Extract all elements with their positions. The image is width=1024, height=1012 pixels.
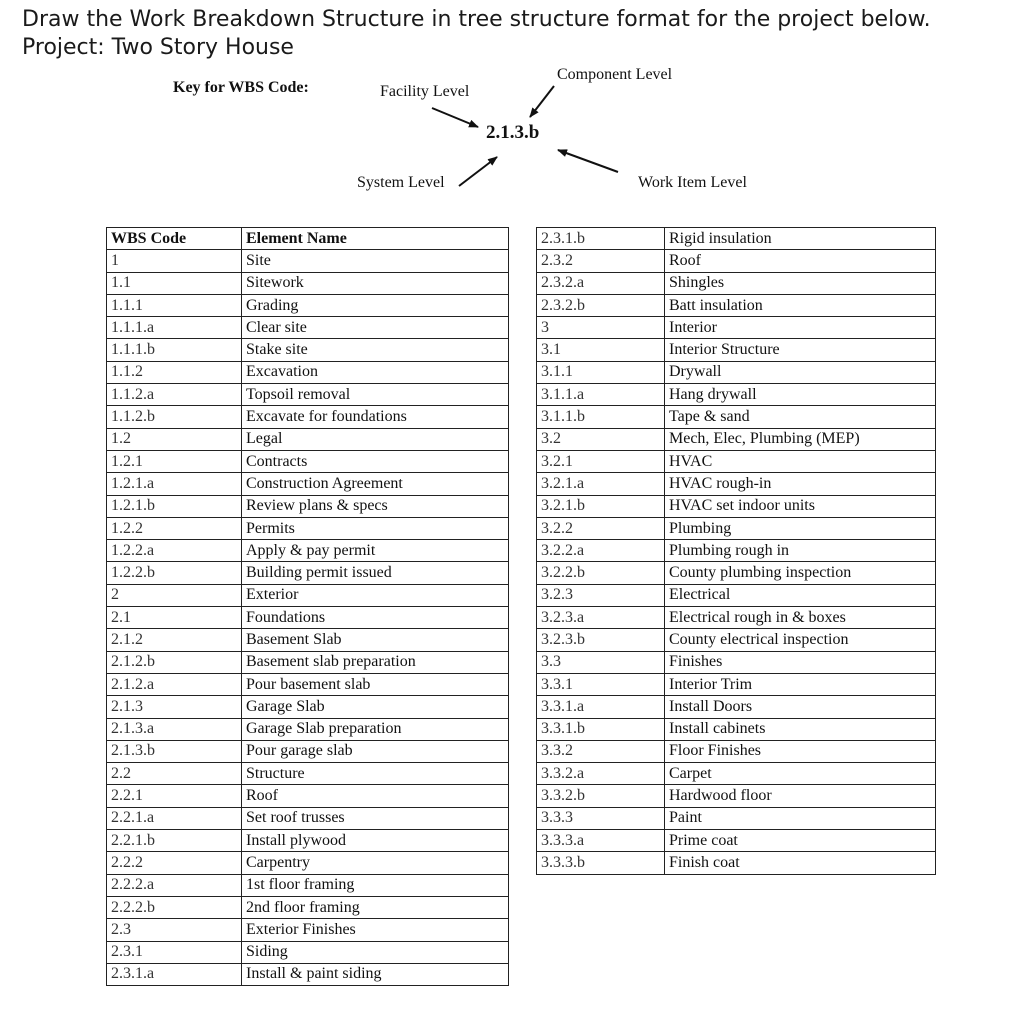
wbs-code-cell: 1.2.1.a xyxy=(107,473,242,495)
wbs-code-cell: 2.2 xyxy=(107,763,242,785)
wbs-code-cell: 2.2.2.b xyxy=(107,896,242,918)
element-name-cell: 2nd floor framing xyxy=(242,896,509,918)
wbs-code-cell: 1.2.1 xyxy=(107,450,242,472)
table-row xyxy=(107,384,509,406)
element-name-cell: Legal xyxy=(242,428,509,450)
wbs-code-cell: 3.3.2.a xyxy=(537,763,665,785)
element-name-cell: Exterior xyxy=(242,584,509,606)
element-name-cell: Finishes xyxy=(665,651,936,673)
element-name-cell: Basement Slab xyxy=(242,629,509,651)
element-name-cell: HVAC xyxy=(665,450,936,472)
table-row xyxy=(107,473,509,495)
wbs-code-cell: 2.3.1 xyxy=(107,941,242,963)
facility-level-label: Facility Level xyxy=(380,83,470,100)
element-name-cell: Siding xyxy=(242,941,509,963)
wbs-code-cell: 3.2.3.b xyxy=(537,629,665,651)
wbs-code-cell: 3.2 xyxy=(537,428,665,450)
table-row xyxy=(537,785,936,807)
element-name-cell: Plumbing rough in xyxy=(665,540,936,562)
element-name-cell: Tape & sand xyxy=(665,406,936,428)
table-row xyxy=(107,361,509,383)
element-name-cell: Carpentry xyxy=(242,852,509,874)
table-row xyxy=(537,473,936,495)
wbs-code-cell: 3.2.3 xyxy=(537,584,665,606)
element-name-cell: 1st floor framing xyxy=(242,874,509,896)
table-row xyxy=(537,317,936,339)
element-name-cell: Pour basement slab xyxy=(242,673,509,695)
table-row xyxy=(107,673,509,695)
wbs-code-cell: 2.3.2.a xyxy=(537,272,665,294)
work-item-arrow xyxy=(558,150,618,172)
wbs-code-cell: 2.2.2 xyxy=(107,852,242,874)
wbs-code-cell: 3.2.2.a xyxy=(537,540,665,562)
example-wbs-code: 2.1.3.b xyxy=(486,122,540,143)
table-row xyxy=(107,540,509,562)
wbs-code-cell: 1 xyxy=(107,250,242,272)
table-row xyxy=(537,517,936,539)
wbs-code-cell: 3.3.2 xyxy=(537,740,665,762)
table-row xyxy=(107,584,509,606)
wbs-code-cell: 2.3.2.b xyxy=(537,294,665,316)
wbs-code-cell: 1.1.1.a xyxy=(107,317,242,339)
table-row xyxy=(107,428,509,450)
element-name-cell: Structure xyxy=(242,763,509,785)
table-row xyxy=(537,807,936,829)
element-name-cell: Floor Finishes xyxy=(665,740,936,762)
system-level-label: System Level xyxy=(357,174,445,191)
table-row xyxy=(107,896,509,918)
element-name-cell: Basement slab preparation xyxy=(242,651,509,673)
wbs-code-cell: 3.1.1.b xyxy=(537,406,665,428)
element-name-cell: Site xyxy=(242,250,509,272)
wbs-code-cell: 1.1.2.a xyxy=(107,384,242,406)
element-name-cell: Foundations xyxy=(242,607,509,629)
wbs-code-cell: 2.1.2.b xyxy=(107,651,242,673)
element-name-cell: Excavate for foundations xyxy=(242,406,509,428)
element-name-cell: Excavation xyxy=(242,361,509,383)
table-row xyxy=(107,696,509,718)
table-row xyxy=(107,651,509,673)
table-row xyxy=(537,830,936,852)
table-header-row xyxy=(107,228,509,250)
wbs-code-cell: 3.3.3 xyxy=(537,807,665,829)
table-row xyxy=(537,406,936,428)
wbs-code-cell: 3.2.1.b xyxy=(537,495,665,517)
wbs-code-cell: 3.3.1.a xyxy=(537,696,665,718)
element-name-cell: Apply & pay permit xyxy=(242,540,509,562)
wbs-code-cell: 3.1.1.a xyxy=(537,384,665,406)
element-name-cell: HVAC set indoor units xyxy=(665,495,936,517)
element-name-cell: Paint xyxy=(665,807,936,829)
wbs-code-cell: 3.3.1.b xyxy=(537,718,665,740)
component-arrow xyxy=(530,86,554,117)
wbs-code-cell: 2.3.1.a xyxy=(107,963,242,985)
table-row xyxy=(107,406,509,428)
wbs-code-cell: 2.3.1.b xyxy=(537,228,665,250)
element-name-cell: Exterior Finishes xyxy=(242,919,509,941)
wbs-code-cell: 1.2.2.b xyxy=(107,562,242,584)
table-row xyxy=(107,272,509,294)
table-row xyxy=(537,339,936,361)
table-row xyxy=(537,272,936,294)
wbs-code-cell: 2.1.3.b xyxy=(107,740,242,762)
element-name-header: Element Name xyxy=(242,228,509,250)
element-name-cell: County plumbing inspection xyxy=(665,562,936,584)
element-name-cell: Shingles xyxy=(665,272,936,294)
table-row xyxy=(107,830,509,852)
table-row xyxy=(107,317,509,339)
table-row xyxy=(537,294,936,316)
wbs-code-cell: 2 xyxy=(107,584,242,606)
table-row xyxy=(537,629,936,651)
wbs-code-cell: 2.1 xyxy=(107,607,242,629)
table-row xyxy=(107,874,509,896)
element-name-cell: Interior xyxy=(665,317,936,339)
element-name-cell: Interior Trim xyxy=(665,673,936,695)
wbs-code-cell: 3.1.1 xyxy=(537,361,665,383)
element-name-cell: County electrical inspection xyxy=(665,629,936,651)
element-name-cell: Hardwood floor xyxy=(665,785,936,807)
element-name-cell: Pour garage slab xyxy=(242,740,509,762)
wbs-code-cell: 2.1.3 xyxy=(107,696,242,718)
wbs-code-cell: 2.1.3.a xyxy=(107,718,242,740)
table-row xyxy=(107,963,509,985)
wbs-code-cell: 3.3.1 xyxy=(537,673,665,695)
table-row xyxy=(107,250,509,272)
wbs-code-cell: 3.3.2.b xyxy=(537,785,665,807)
table-row xyxy=(537,384,936,406)
table-row xyxy=(537,696,936,718)
element-name-cell: Grading xyxy=(242,294,509,316)
table-row xyxy=(537,740,936,762)
element-name-cell: Roof xyxy=(242,785,509,807)
element-name-cell: Contracts xyxy=(242,450,509,472)
table-row xyxy=(107,807,509,829)
element-name-cell: HVAC rough-in xyxy=(665,473,936,495)
table-row xyxy=(107,941,509,963)
element-name-cell: Install cabinets xyxy=(665,718,936,740)
table-row xyxy=(537,540,936,562)
wbs-code-cell: 1.2.1.b xyxy=(107,495,242,517)
element-name-cell: Finish coat xyxy=(665,852,936,874)
element-name-cell: Review plans & specs xyxy=(242,495,509,517)
table-row xyxy=(537,763,936,785)
wbs-table-right xyxy=(536,227,936,875)
element-name-cell: Electrical rough in & boxes xyxy=(665,607,936,629)
question-title: Draw the Work Breakdown Structure in tree structure format for the project below. xyxy=(22,7,931,32)
table-row xyxy=(537,718,936,740)
element-name-cell: Building permit issued xyxy=(242,562,509,584)
table-row xyxy=(537,651,936,673)
wbs-code-cell: 3.2.1 xyxy=(537,450,665,472)
element-name-cell: Stake site xyxy=(242,339,509,361)
element-name-cell: Install Doors xyxy=(665,696,936,718)
element-name-cell: Install & paint siding xyxy=(242,963,509,985)
table-row xyxy=(107,607,509,629)
element-name-cell: Garage Slab xyxy=(242,696,509,718)
component-level-label: Component Level xyxy=(557,66,673,83)
table-row xyxy=(107,562,509,584)
element-name-cell: Sitework xyxy=(242,272,509,294)
wbs-code-cell: 2.2.1.a xyxy=(107,807,242,829)
wbs-code-cell: 2.2.1.b xyxy=(107,830,242,852)
system-arrow xyxy=(459,157,497,186)
table-row xyxy=(107,517,509,539)
table-row xyxy=(537,428,936,450)
table-row xyxy=(537,361,936,383)
wbs-code-cell: 2.1.2 xyxy=(107,629,242,651)
wbs-code-cell: 2.3 xyxy=(107,919,242,941)
element-name-cell: Set roof trusses xyxy=(242,807,509,829)
table-row xyxy=(107,495,509,517)
element-name-cell: Roof xyxy=(665,250,936,272)
table-row xyxy=(107,339,509,361)
wbs-code-cell: 3.3.3.b xyxy=(537,852,665,874)
wbs-table-left xyxy=(106,227,509,986)
wbs-code-cell: 2.2.2.a xyxy=(107,874,242,896)
wbs-code-cell: 3.3 xyxy=(537,651,665,673)
table-row xyxy=(107,629,509,651)
element-name-cell: Carpet xyxy=(665,763,936,785)
wbs-code-cell: 3.3.3.a xyxy=(537,830,665,852)
table-row xyxy=(107,763,509,785)
wbs-code-cell: 2.2.1 xyxy=(107,785,242,807)
key-label: Key for WBS Code: xyxy=(173,79,309,96)
wbs-code-cell: 2.3.2 xyxy=(537,250,665,272)
table-row xyxy=(537,450,936,472)
table-row xyxy=(537,673,936,695)
table-row xyxy=(537,562,936,584)
element-name-cell: Install plywood xyxy=(242,830,509,852)
wbs-code-cell: 1.2 xyxy=(107,428,242,450)
wbs-code-cell: 3.2.2 xyxy=(537,517,665,539)
element-name-cell: Batt insulation xyxy=(665,294,936,316)
table-row xyxy=(107,740,509,762)
element-name-cell: Interior Structure xyxy=(665,339,936,361)
wbs-code-cell: 1.1.1.b xyxy=(107,339,242,361)
table-row xyxy=(537,228,936,250)
wbs-code-cell: 3.1 xyxy=(537,339,665,361)
table-row xyxy=(107,785,509,807)
work-item-level-label: Work Item Level xyxy=(638,174,747,191)
wbs-code-cell: 3.2.2.b xyxy=(537,562,665,584)
wbs-code-cell: 3.2.3.a xyxy=(537,607,665,629)
wbs-code-cell: 1.1 xyxy=(107,272,242,294)
table-row xyxy=(537,852,936,874)
wbs-code-cell: 3.2.1.a xyxy=(537,473,665,495)
element-name-cell: Permits xyxy=(242,517,509,539)
wbs-code-cell: 1.1.2 xyxy=(107,361,242,383)
table-row xyxy=(537,584,936,606)
table-row xyxy=(107,718,509,740)
project-title: Project: Two Story House xyxy=(22,35,294,60)
table-row xyxy=(537,495,936,517)
table-row xyxy=(107,294,509,316)
element-name-cell: Construction Agreement xyxy=(242,473,509,495)
wbs-code-cell: 2.1.2.a xyxy=(107,673,242,695)
wbs-code-cell: 1.2.2 xyxy=(107,517,242,539)
wbs-code-header: WBS Code xyxy=(107,228,242,250)
element-name-cell: Rigid insulation xyxy=(665,228,936,250)
table-row xyxy=(107,919,509,941)
element-name-cell: Electrical xyxy=(665,584,936,606)
table-row xyxy=(107,852,509,874)
wbs-code-cell: 1.2.2.a xyxy=(107,540,242,562)
table-row xyxy=(107,450,509,472)
element-name-cell: Mech, Elec, Plumbing (MEP) xyxy=(665,428,936,450)
table-row xyxy=(537,607,936,629)
element-name-cell: Hang drywall xyxy=(665,384,936,406)
table-row xyxy=(537,250,936,272)
element-name-cell: Topsoil removal xyxy=(242,384,509,406)
element-name-cell: Clear site xyxy=(242,317,509,339)
wbs-code-cell: 1.1.1 xyxy=(107,294,242,316)
element-name-cell: Prime coat xyxy=(665,830,936,852)
wbs-code-cell: 3 xyxy=(537,317,665,339)
element-name-cell: Garage Slab preparation xyxy=(242,718,509,740)
wbs-code-cell: 1.1.2.b xyxy=(107,406,242,428)
facility-arrow xyxy=(432,108,478,127)
element-name-cell: Plumbing xyxy=(665,517,936,539)
element-name-cell: Drywall xyxy=(665,361,936,383)
